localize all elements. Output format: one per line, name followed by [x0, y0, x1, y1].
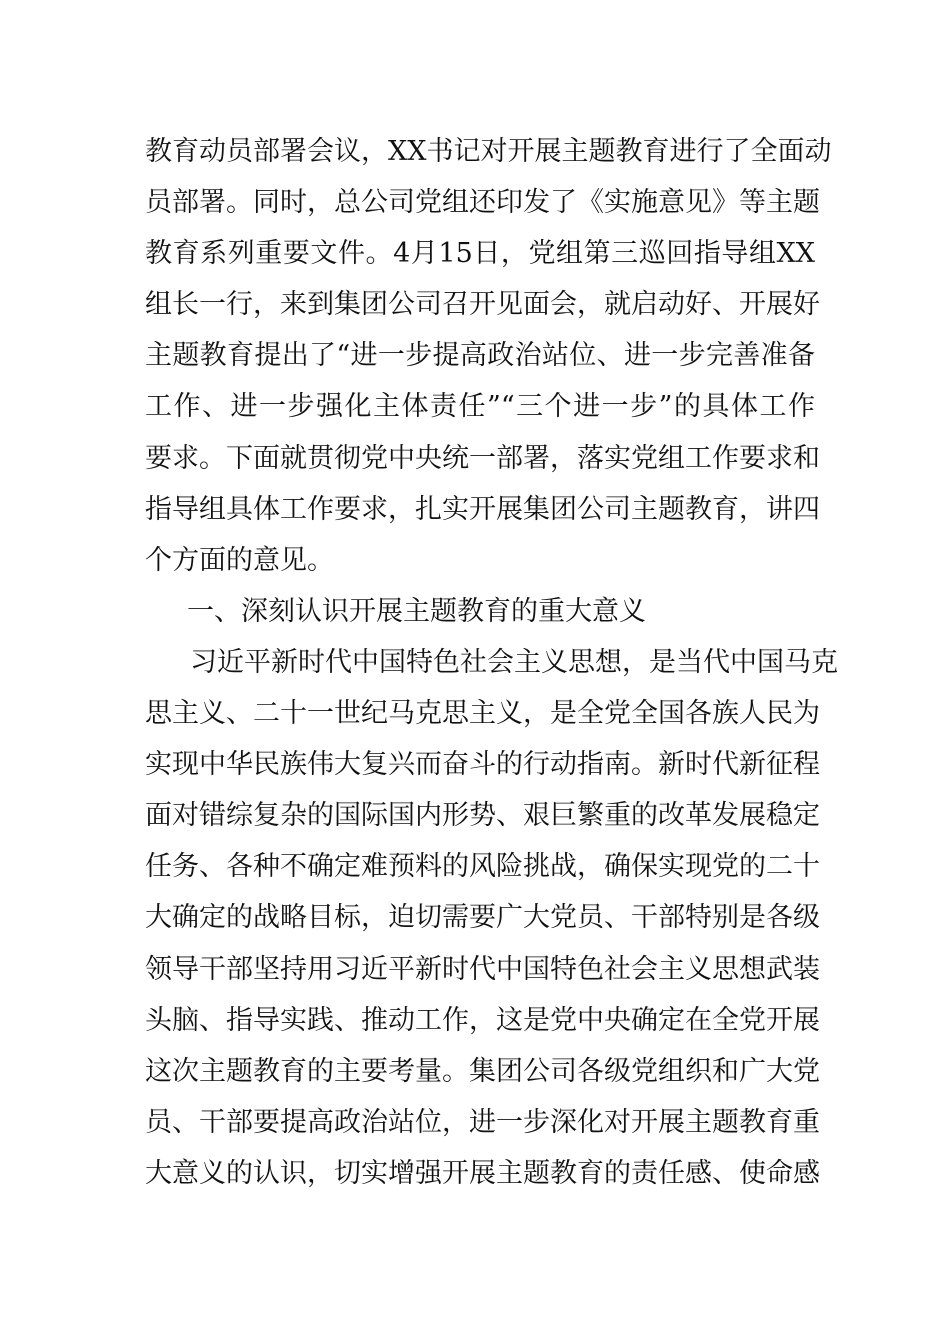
paragraph-line: 个方面的意见。 — [145, 544, 334, 576]
paragraph-significance — [145, 637, 838, 1199]
paragraph-line: 任务、各种不确定难预料的风险挑战，确保实现党的二十 — [145, 851, 820, 883]
section-heading: 一、深刻认识开展主题教育的重大意义 — [187, 595, 646, 627]
paragraph-line: 这次主题教育的主要考量。集团公司各级党组织和广大党 — [145, 1055, 820, 1087]
paragraph-line: 工作、进一步强化主体责任”“三个进一步”的具体工作 — [145, 391, 815, 423]
paragraph-line: 面对错综复杂的国际国内形势、艰巨繁重的改革发展稳定 — [145, 800, 820, 832]
paragraph-line: 实现中华民族伟大复兴而奋斗的行动指南。新时代新征程 — [145, 749, 820, 781]
paragraph-line: 员部署。同时，总公司党组还印发了《实施意见》等主题 — [145, 187, 820, 219]
paragraph-line: 教育系列重要文件。4月15日，党组第三巡回指导组XX — [145, 238, 815, 270]
paragraph-line: 思主义、二十一世纪马克思主义，是全党全国各族人民为 — [145, 698, 820, 730]
paragraph-line: 组长一行，来到集团公司召开见面会，就启动好、开展好 — [145, 289, 820, 321]
paragraph-line: 头脑、指导实践、推动工作，这是党中央确定在全党开展 — [145, 1004, 820, 1036]
paragraph-line: 员、干部要提高政治站位，进一步深化对开展主题教育重 — [145, 1106, 820, 1138]
paragraph-line: 指导组具体工作要求，扎实开展集团公司主题教育，讲四 — [145, 493, 820, 525]
paragraph-line: 习近平新时代中国特色社会主义思想，是当代中国马克 — [190, 646, 838, 678]
paragraph-line: 大意义的认识，切实增强开展主题教育的责任感、使命感 — [145, 1157, 820, 1189]
paragraph-line: 领导干部坚持用习近平新时代中国特色社会主义思想武装 — [145, 953, 820, 985]
paragraph-line: 教育动员部署会议，XX书记对开展主题教育进行了全面动 — [145, 136, 832, 167]
paragraph-line: 大确定的战略目标，迫切需要广大党员、干部特别是各级 — [145, 902, 820, 934]
document-body — [145, 126, 838, 1199]
paragraph-intro — [145, 126, 832, 586]
paragraph-line: 要求。下面就贯彻党中央统一部署，落实党组工作要求和 — [145, 442, 820, 474]
paragraph-line: 主题教育提出了“进一步提高政治站位、进一步完善准备 — [145, 340, 815, 372]
